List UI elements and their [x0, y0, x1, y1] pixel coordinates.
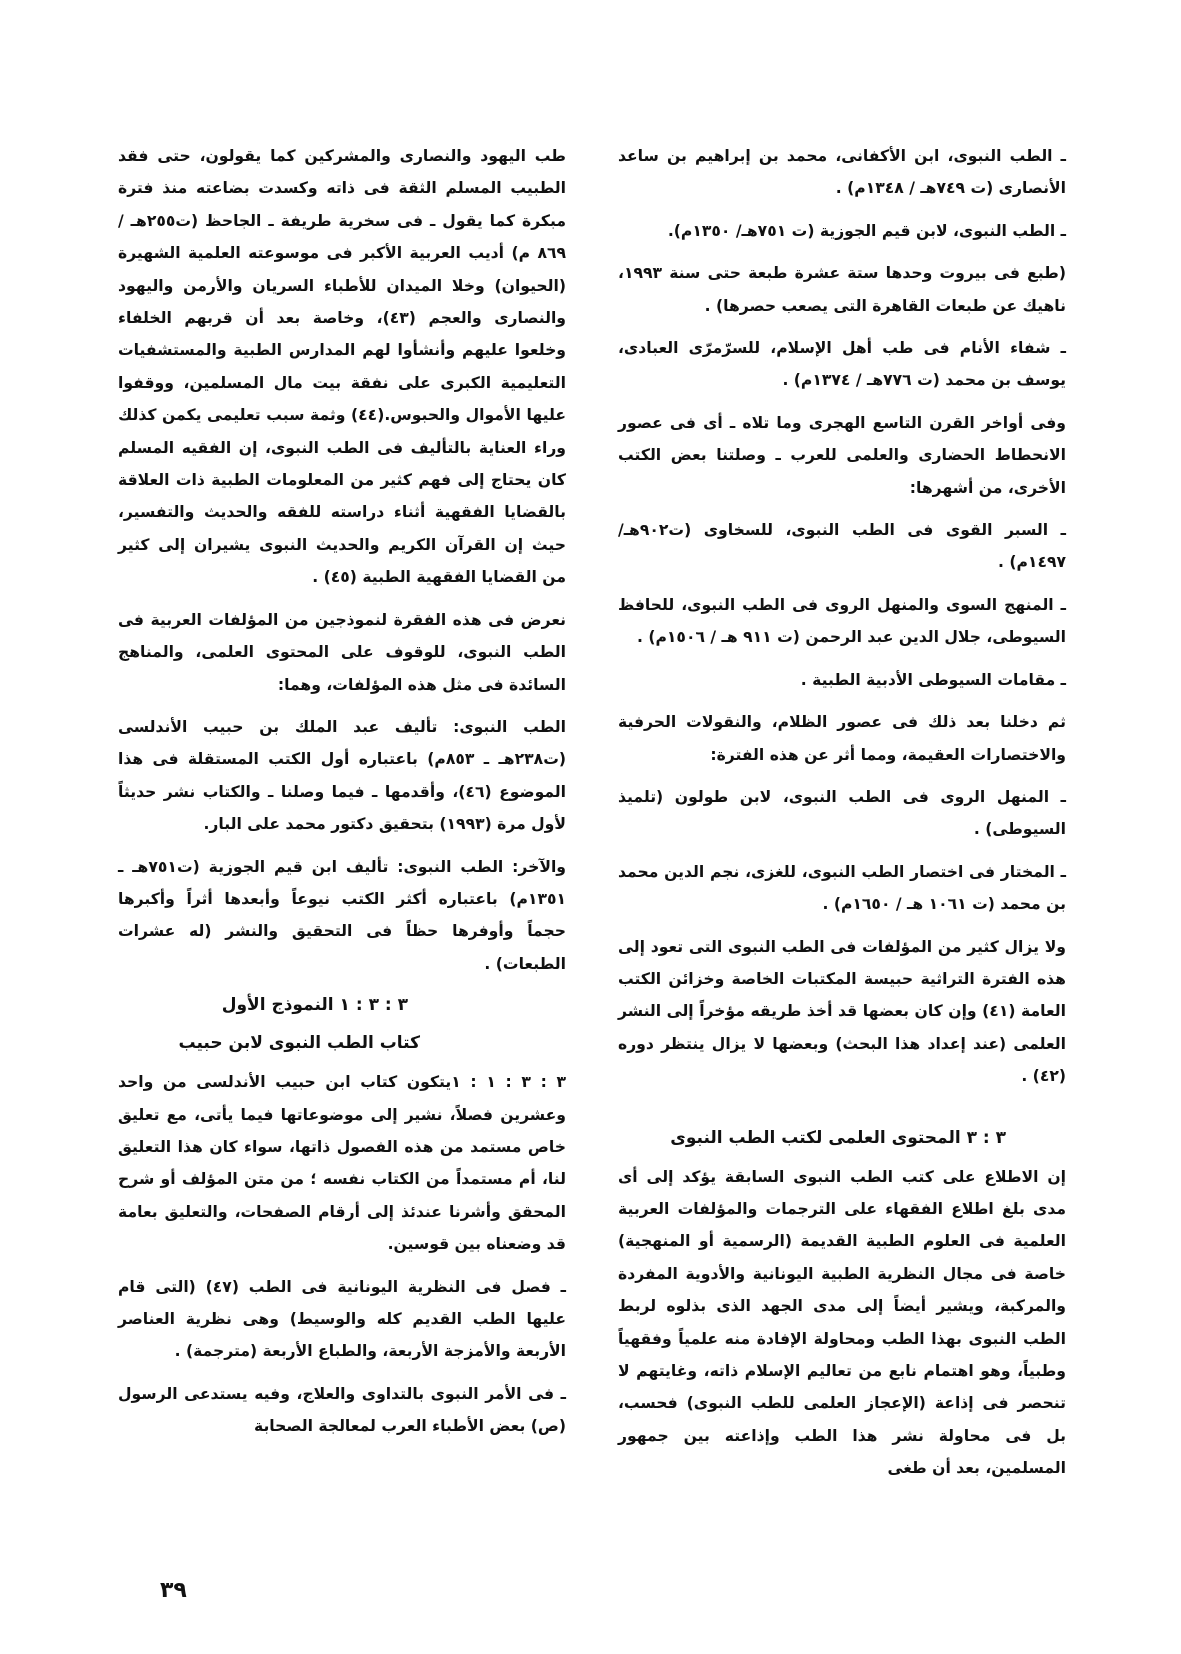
paragraph: ـ المنهج السوى والمنهل الروى فى الطب النبوى، للحافظ السيوطى، جلال الدين عبد الرحمن (ت ٩١١ هـ / ١٥٠٦م) .	[618, 595, 1066, 647]
left-column	[118, 140, 566, 1453]
paragraph: ـ الطب النبوى، لابن قيم الجوزية (ت ٧٥١هـ/ ١٣٥٠م).	[667, 221, 1066, 240]
paragraph: وفى أواخر القرن التاسع الهجرى وما تلاه ـ أى فى عصور الانحطاط الحضارى والعلمى للعرب ـ وصلتنا بعض الكتب الأخرى، من أشهرها:	[618, 413, 1066, 497]
paragraph: ولا يزال كثير من المؤلفات فى الطب النبوى التى تعود إلى هذه الفترة التراثية حبيسة المكتبات الخاصة وخزائن الكتب العامة (٤١) وإن كان بعضها قد أخذ طريقه مؤخراً إلى النشر العلمى (عند إعداد هذا البحث) وبعضها لا يزال ينتظر دوره (٤٢) .	[618, 937, 1066, 1086]
paragraph: ـ مقامات السيوطى الأدبية الطبية .	[800, 670, 1066, 689]
paragraph: ـ فصل فى النظرية اليونانية فى الطب (٤٧) (التى قام عليها الطب القديم كله والوسيط) وهى نظرية العناصر الأربعة والأمزجة الأربعة، والطباع الأربعة (مترجمة) .	[118, 1277, 566, 1361]
paragraph: ـ السبر القوى فى الطب النبوى، للسخاوى (ت٩٠٢هـ/١٤٩٧م) .	[618, 521, 1066, 572]
paragraph: ـ فى الأمر النبوى بالتداوى والعلاج، وفيه يستدعى الرسول (ص) بعض الأطباء العرب لمعالجة الصحابة	[118, 1384, 566, 1436]
paragraph: نعرض فى هذه الفقرة لنموذجين من المؤلفات العربية فى الطب النبوى، للوقوف على المحتوى العلمى، والمناهج السائدة فى مثل هذه المؤلفات، وهما:	[118, 610, 566, 694]
paragraph: الطب النبوى: تأليف عبد الملك بن حبيب الأندلسى (ت٢٣٨هـ ـ ٨٥٣م) باعتباره أول الكتب المستقلة فى هذا الموضوع (٤٦)، وأقدمها ـ فيما وصلنا ـ والكتاب نشر حديثاً لأول مرة (١٩٩٣) بتحقيق دكتور محمد على البار.	[118, 717, 566, 834]
section-heading: ٣ : ٣ المحتوى العلمى لكتب الطب النبوى	[670, 1127, 1006, 1148]
paragraph: إن الاطلاع على كتب الطب النبوى السابقة يؤكد إلى أى مدى بلغ اطلاع الفقهاء على الترجمات والمؤلفات العربية العلمية فى العلوم الطبية القديمة (الرسمية أو المنهجية) خاصة فى مجال النظرية الطبية اليونانية والأدوية المفردة والمركبة، ويشير أيضاً إلى مدى الجهد الذى بذلوه لربط الطب النبوى بهذا الطب ومحاولة الإفادة منه علمياً وفقهياً وطبياً، وهو اهتمام نابع من تعاليم الإسلام ذاته، وغايتهم لا تنحصر فى إذاعة (الإعجاز العلمى للطب النبوى) فحسب، بل فى محاولة نشر هذا الطب وإذاعته بين جمهور المسلمين، بعد أن طغى	[618, 1167, 1066, 1478]
paragraph: ـ شفاء الأنام فى طب أهل الإسلام، للسرّمرّى العبادى، يوسف بن محمد (ت ٧٧٦هـ / ١٣٧٤م) .	[618, 339, 1066, 390]
paragraph: ثم دخلنا بعد ذلك فى عصور الظلام، والنقولات الحرفية والاختصارات العقيمة، ومما أثر عن هذه الفترة:	[618, 713, 1066, 764]
subsection-title: كتاب الطب النبوى لابن حبيب	[178, 1033, 420, 1054]
subsection-heading: ٣ : ٣ : ١ النموذج الأول	[221, 995, 408, 1016]
paragraph: (طبع فى بيروت وحدها ستة عشرة طبعة حتى سنة ١٩٩٣، ناهيك عن طبعات القاهرة التى يصعب حصرها) .	[618, 264, 1066, 315]
right-column	[618, 140, 1066, 1495]
paragraph: ـ المختار فى اختصار الطب النبوى، للغزى، نجم الدين محمد بن محمد (ت ١٠٦١ هـ / ١٦٥٠م) .	[618, 862, 1066, 914]
page-number: ٣٩	[160, 1578, 187, 1603]
paragraph: طب اليهود والنصارى والمشركين كما يقولون، حتى فقد الطبيب المسلم الثقة فى ذاته وكسدت بضاعته منذ فترة مبكرة كما يقول ـ فى سخرية طريفة ـ الجاحظ (ت٢٥٥هـ / ٨٦٩ م) أديب العربية الأكبر فى موسوعته العلمية الشهيرة (الحيوان) وخلا الميدان للأطباء السريان والأرمن واليهود والنصارى والعجم (٤٣)، وخاصة بعد أن قربهم الخلفاء وخلعوا عليهم وأنشأوا لهم المدارس الطبية والمستشفيات التعليمية الكبرى على نفقة بيت مال المسلمين، ووقفوا عليها الأموال والحبوس.(٤٤) وثمة سبب تعليمى يكمن كذلك وراء العناية بالتأليف فى الطب النبوى، إن الفقيه المسلم كان يحتاج إلى فهم كثير من المعلومات الطبية ذات العلاقة بالقضايا الفقهية أثناء دراسته للفقه والحديث والتفسير، حيث إن القرآن الكريم والحديث النبوى يشيران إلى كثير من القضايا الفقهية الطبية (٤٥) .	[118, 147, 566, 587]
paragraph: والآخر: الطب النبوى: تأليف ابن قيم الجوزية (ت٧٥١هـ ـ ١٣٥١م) باعتباره أكثر الكتب نيوعاً وأبعدها أثراً وأكبرها حجماً وأوفرها حظاً فى التحقيق والنشر (له عشرات الطبعات) .	[118, 857, 566, 973]
paragraph: ٣ : ٣ : ١ : ١يتكون كتاب ابن حبيب الأندلسى من واحد وعشرين فصلاً، نشير إلى موضوعاتها فيما يأتى، مع تعليق خاص مستمد من هذه الفصول ذاتها، سواء كان هذا التعليق لنا، أم مستمداً من الكتاب نفسه ؛ من متن المؤلف أو شرح المحقق وأشرنا عندئذ إلى أرقام الصفحات، والتعليق بعامة قد وضعناه بين قوسين.	[118, 1073, 567, 1254]
paragraph: ـ الطب النبوى، ابن الأكفانى، محمد بن إبراهيم بن ساعد الأنصارى (ت ٧٤٩هـ / ١٣٤٨م) .	[618, 147, 1066, 198]
paragraph: ـ المنهل الروى فى الطب النبوى، لابن طولون (تلميذ السيوطى) .	[618, 787, 1066, 839]
